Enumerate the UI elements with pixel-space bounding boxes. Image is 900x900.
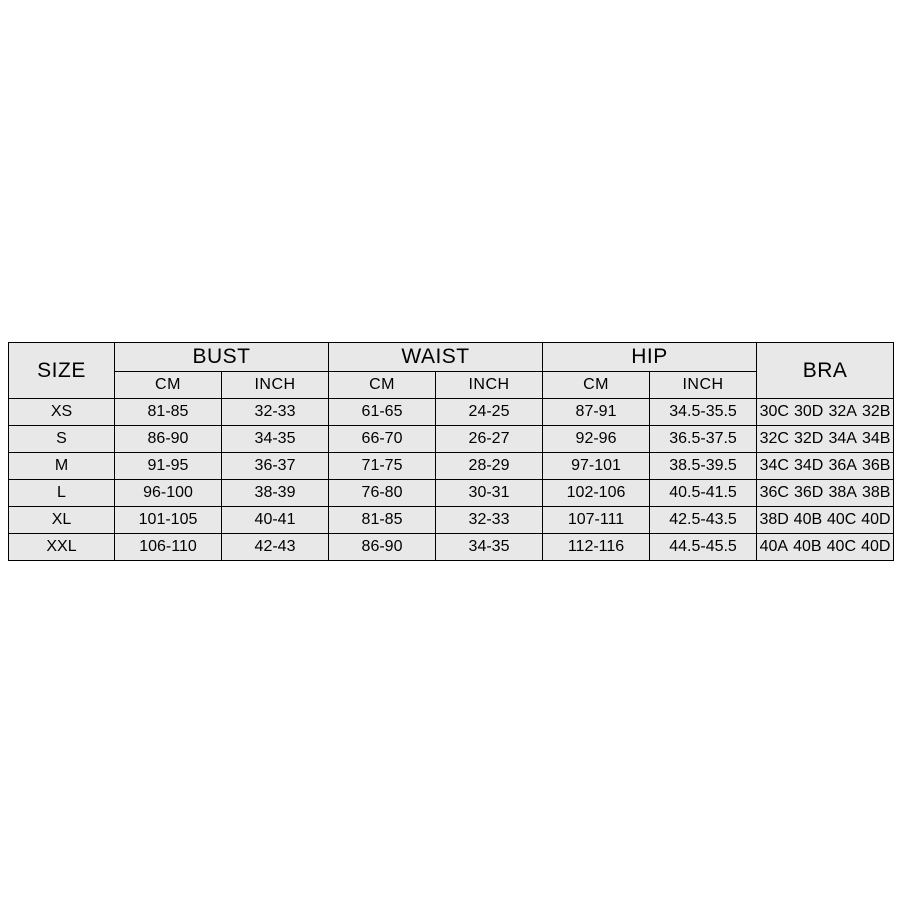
cell-waist-inch: 30-31 bbox=[436, 480, 543, 507]
unit-waist-cm: CM bbox=[329, 372, 436, 399]
row-size-label: M bbox=[9, 453, 115, 480]
cell-bust-cm: 86-90 bbox=[115, 426, 222, 453]
cell-waist-cm: 86-90 bbox=[329, 534, 436, 561]
cell-bust-inch: 42-43 bbox=[222, 534, 329, 561]
cell-waist-cm: 81-85 bbox=[329, 507, 436, 534]
table-header-groups bbox=[9, 343, 894, 372]
cell-hip-cm: 87-91 bbox=[543, 399, 650, 426]
column-header-bra: BRA bbox=[757, 343, 894, 399]
cell-bra bbox=[757, 480, 894, 507]
cell-hip-inch: 36.5-37.5 bbox=[650, 426, 757, 453]
table-row bbox=[9, 507, 894, 534]
cell-waist-cm: 66-70 bbox=[329, 426, 436, 453]
cell-bust-cm: 106-110 bbox=[115, 534, 222, 561]
cell-hip-inch: 40.5-41.5 bbox=[650, 480, 757, 507]
unit-hip-cm: CM bbox=[543, 372, 650, 399]
cell-waist-inch: 24-25 bbox=[436, 399, 543, 426]
column-group-waist: WAIST bbox=[329, 343, 543, 372]
row-size-label: S bbox=[9, 426, 115, 453]
bra-size: 38B bbox=[861, 484, 891, 501]
cell-hip-cm: 97-101 bbox=[543, 453, 650, 480]
table-row bbox=[9, 453, 894, 480]
cell-bra bbox=[757, 534, 894, 561]
bra-size: 32A bbox=[828, 403, 857, 420]
cell-waist-cm: 61-65 bbox=[329, 399, 436, 426]
column-group-bust: BUST bbox=[115, 343, 329, 372]
cell-bra bbox=[757, 453, 894, 480]
cell-bust-cm: 91-95 bbox=[115, 453, 222, 480]
table-row bbox=[9, 399, 894, 426]
cell-hip-cm: 102-106 bbox=[543, 480, 650, 507]
row-size-label: XXL bbox=[9, 534, 115, 561]
bra-size: 40C bbox=[827, 511, 857, 528]
bra-size: 36D bbox=[794, 484, 824, 501]
bra-size: 30C bbox=[759, 403, 789, 420]
bra-size: 34B bbox=[861, 430, 891, 447]
bra-size: 40D bbox=[861, 538, 891, 555]
bra-size: 36B bbox=[861, 457, 891, 474]
cell-bra bbox=[757, 426, 894, 453]
cell-bust-cm: 81-85 bbox=[115, 399, 222, 426]
table-row bbox=[9, 480, 894, 507]
unit-bust-inch: INCH bbox=[222, 372, 329, 399]
cell-bust-inch: 32-33 bbox=[222, 399, 329, 426]
bra-size: 40B bbox=[793, 538, 822, 555]
cell-bust-cm: 101-105 bbox=[115, 507, 222, 534]
bra-size: 34C bbox=[759, 457, 789, 474]
bra-size: 38D bbox=[759, 511, 789, 528]
bra-size: 40D bbox=[861, 511, 891, 528]
cell-hip-inch: 38.5-39.5 bbox=[650, 453, 757, 480]
unit-bust-cm: CM bbox=[115, 372, 222, 399]
cell-bust-inch: 40-41 bbox=[222, 507, 329, 534]
cell-waist-inch: 32-33 bbox=[436, 507, 543, 534]
bra-size: 32D bbox=[794, 430, 824, 447]
cell-hip-cm: 92-96 bbox=[543, 426, 650, 453]
cell-waist-inch: 34-35 bbox=[436, 534, 543, 561]
cell-bust-inch: 38-39 bbox=[222, 480, 329, 507]
bra-size: 30D bbox=[794, 403, 824, 420]
cell-bust-inch: 34-35 bbox=[222, 426, 329, 453]
column-header-size: SIZE bbox=[9, 343, 115, 399]
cell-bra bbox=[757, 399, 894, 426]
size-chart-container bbox=[8, 342, 892, 561]
row-size-label: XL bbox=[9, 507, 115, 534]
cell-waist-inch: 26-27 bbox=[436, 426, 543, 453]
bra-size: 36C bbox=[759, 484, 789, 501]
cell-hip-inch: 34.5-35.5 bbox=[650, 399, 757, 426]
size-chart-table bbox=[8, 342, 894, 561]
unit-hip-inch: INCH bbox=[650, 372, 757, 399]
bra-size: 32B bbox=[861, 403, 891, 420]
cell-waist-cm: 76-80 bbox=[329, 480, 436, 507]
bra-size: 40C bbox=[826, 538, 857, 555]
cell-waist-inch: 28-29 bbox=[436, 453, 543, 480]
column-group-hip: HIP bbox=[543, 343, 757, 372]
cell-hip-inch: 42.5-43.5 bbox=[650, 507, 757, 534]
cell-bust-inch: 36-37 bbox=[222, 453, 329, 480]
row-size-label: XS bbox=[9, 399, 115, 426]
bra-size: 40A bbox=[759, 538, 789, 555]
unit-waist-inch: INCH bbox=[436, 372, 543, 399]
bra-size: 34D bbox=[794, 457, 824, 474]
bra-size: 40B bbox=[793, 511, 823, 528]
bra-size: 32C bbox=[759, 430, 789, 447]
bra-size: 38A bbox=[828, 484, 857, 501]
cell-hip-cm: 107-111 bbox=[543, 507, 650, 534]
table-row bbox=[9, 426, 894, 453]
cell-hip-inch: 44.5-45.5 bbox=[650, 534, 757, 561]
bra-size: 34A bbox=[828, 430, 857, 447]
table-row bbox=[9, 534, 894, 561]
bra-size: 36A bbox=[828, 457, 857, 474]
row-size-label: L bbox=[9, 480, 115, 507]
cell-hip-cm: 112-116 bbox=[543, 534, 650, 561]
cell-waist-cm: 71-75 bbox=[329, 453, 436, 480]
cell-bra bbox=[757, 507, 894, 534]
cell-bust-cm: 96-100 bbox=[115, 480, 222, 507]
